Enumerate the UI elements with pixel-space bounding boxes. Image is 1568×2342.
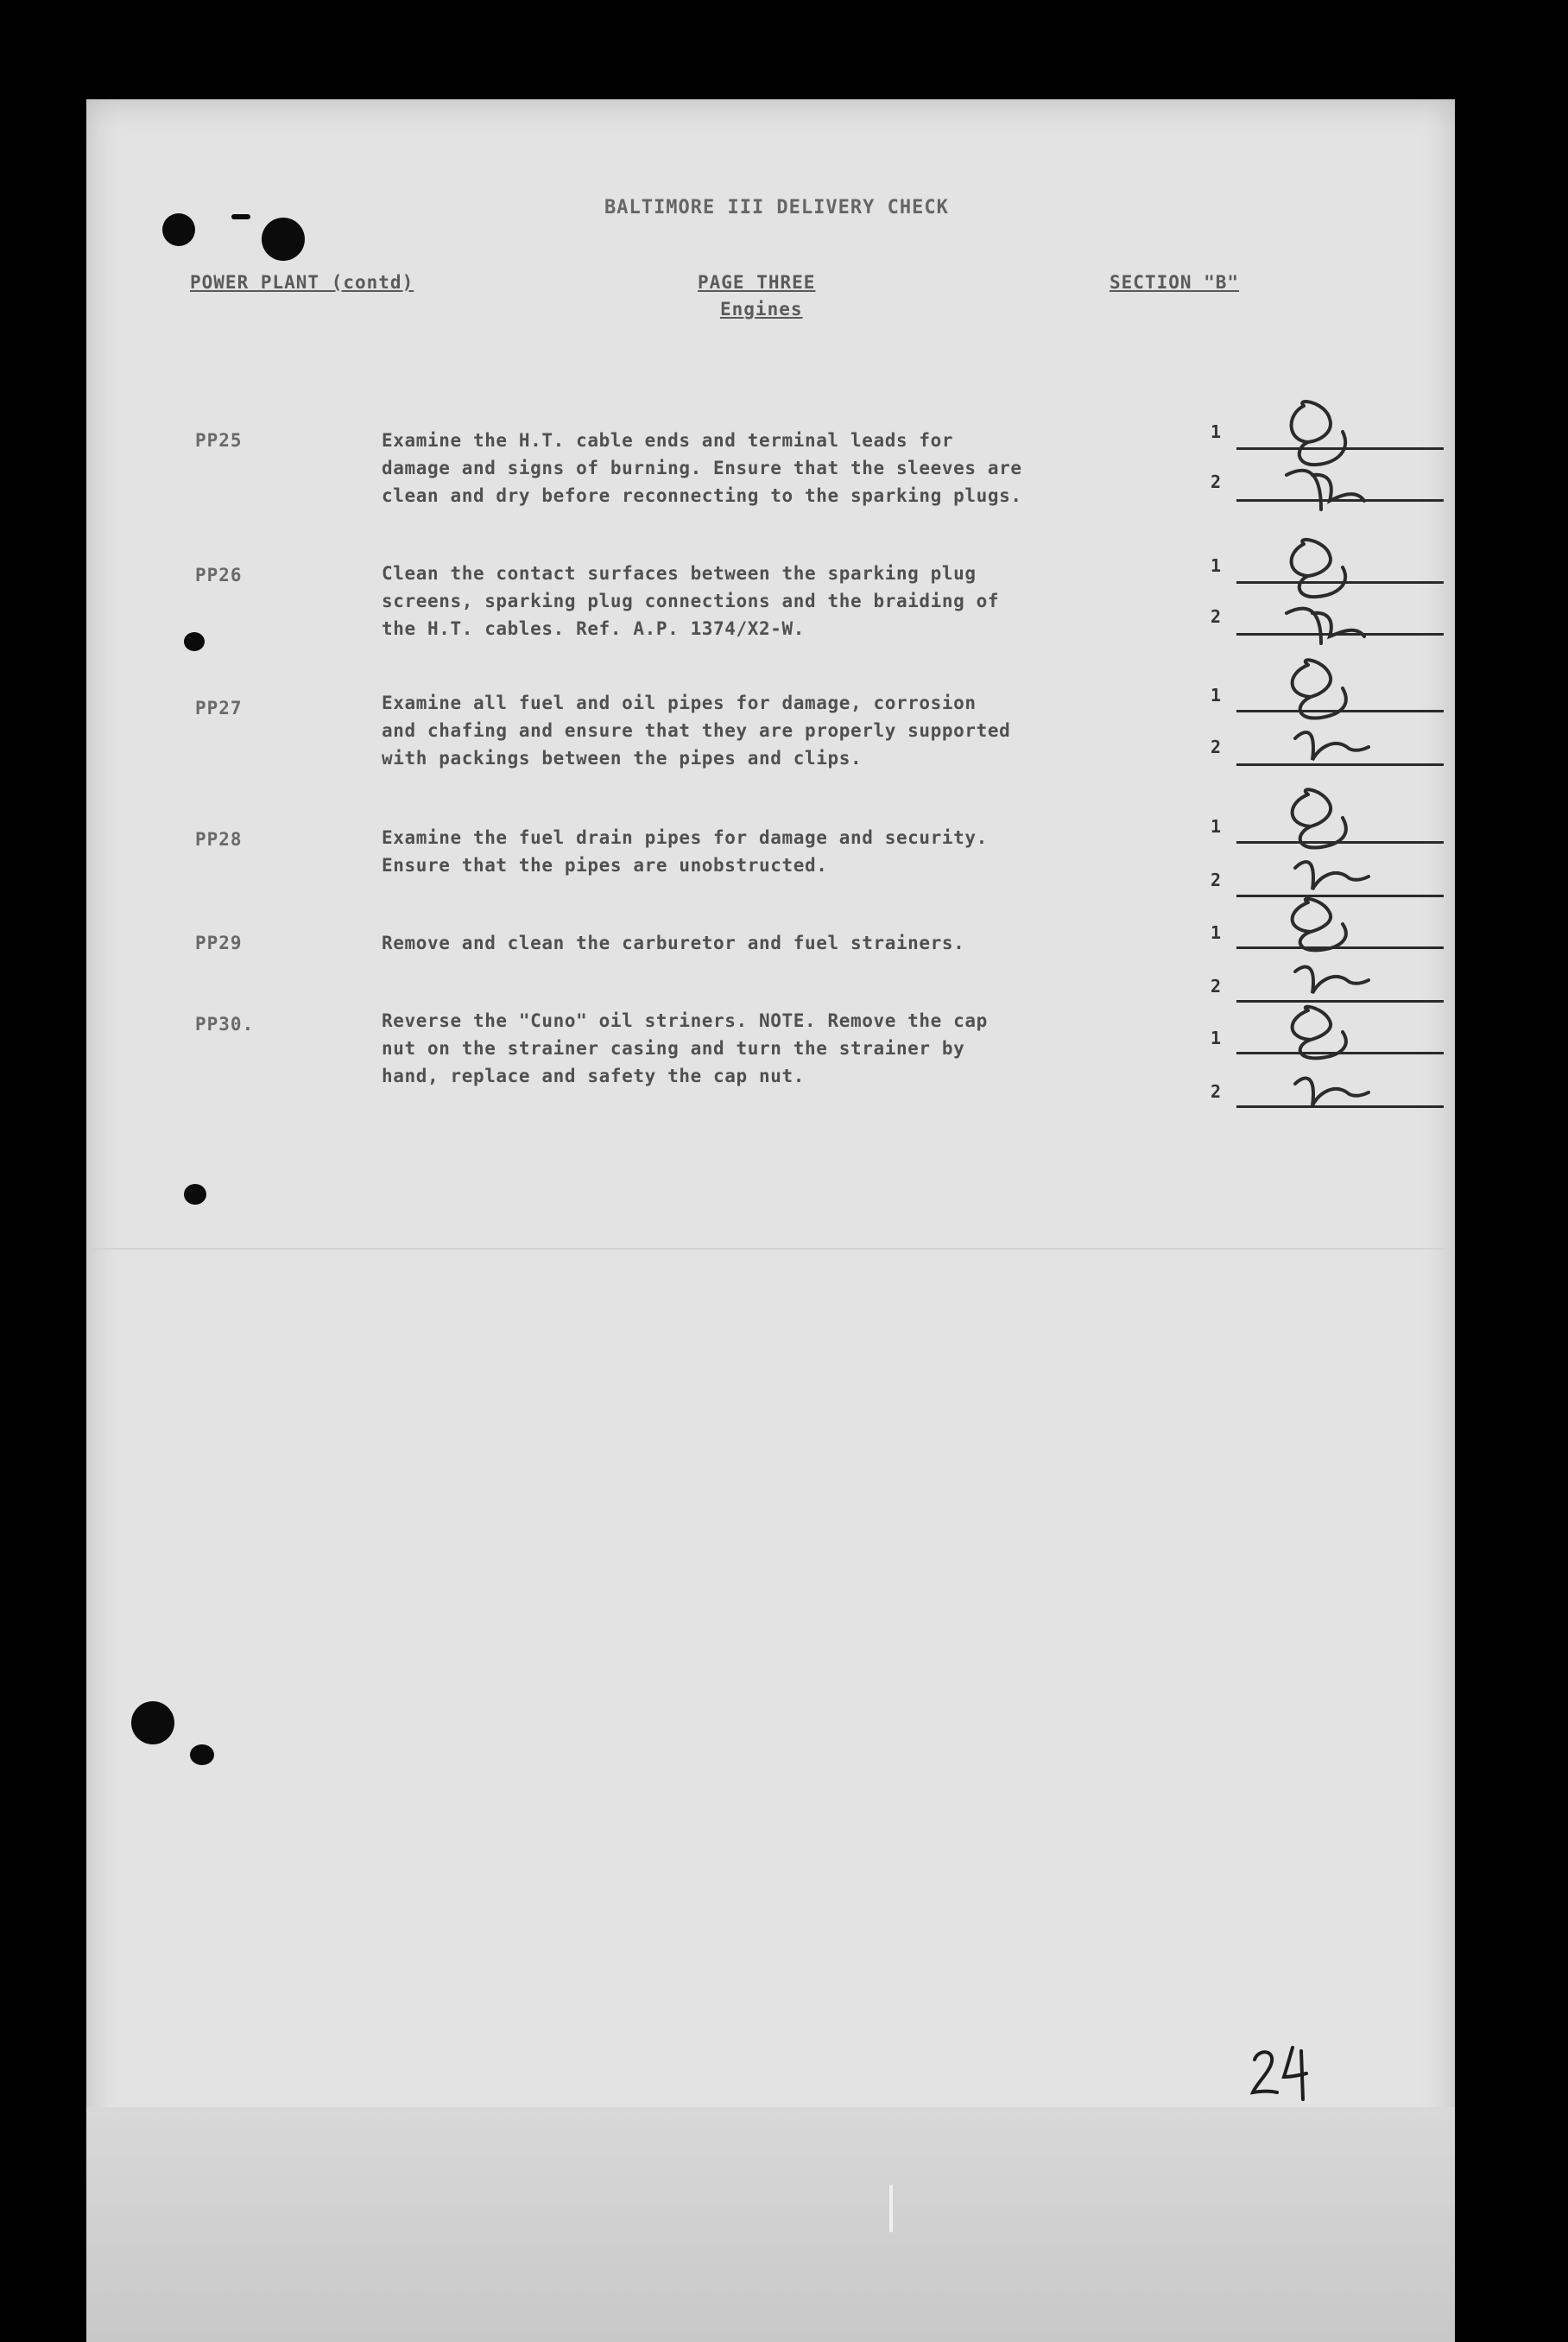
page-heading: PAGE THREE xyxy=(698,272,816,293)
section-left-heading: POWER PLANT (contd) xyxy=(190,272,414,293)
punch-hole xyxy=(131,1701,174,1744)
item-text: Examine all fuel and oil pipes for damage, corrosion and chafing and ensure that they are properly supported with packings between the pipes and clips. xyxy=(382,693,1011,769)
item-text: Examine the H.T. cable ends and terminal leads for damage and signs of burning. Ensure that the sleeves are clean and dry before reconnecting to the sparking plugs. xyxy=(382,430,1022,506)
check-number: 2 xyxy=(1211,976,1222,997)
punch-hole xyxy=(231,214,250,219)
punch-hole xyxy=(162,213,195,246)
initials-signature xyxy=(1269,643,1399,773)
item-text: Examine the fuel drain pipes for damage and security. Ensure that the pipes are unobstructed. xyxy=(382,827,988,876)
check-number: 2 xyxy=(1211,870,1222,890)
check-number: 1 xyxy=(1211,555,1222,576)
item-code: PP29 xyxy=(195,933,243,953)
fold-line xyxy=(86,1248,1455,1250)
page-number xyxy=(1248,2042,1317,2103)
scan-mark xyxy=(889,2185,893,2232)
item-code: PP25 xyxy=(195,430,243,451)
item-text: Reverse the "Cuno" oil striners. NOTE. Remove the cap nut on the strainer casing and turn the strainer by hand, replace and safety the cap nut. xyxy=(382,1010,988,1086)
check-number: 1 xyxy=(1211,421,1222,442)
check-number: 2 xyxy=(1211,472,1222,492)
punch-hole xyxy=(184,632,205,651)
item-text: Clean the contact surfaces between the sparking plug screens, sparking plug connections and the braiding of the H.T. cables. Ref. A.P. 1374/X2-W. xyxy=(382,563,1000,639)
item-code: PP28 xyxy=(195,829,243,850)
document-title: BALTIMORE III DELIVERY CHECK xyxy=(604,197,949,218)
check-number: 1 xyxy=(1211,1028,1222,1048)
check-number: 1 xyxy=(1211,922,1222,943)
item-code: PP26 xyxy=(195,565,243,586)
punch-hole xyxy=(190,1744,214,1765)
punch-hole xyxy=(184,1184,206,1205)
initials-signature xyxy=(1269,522,1399,652)
scan-shadow xyxy=(86,2107,1455,2342)
initials-signature xyxy=(1269,885,1399,997)
check-number: 1 xyxy=(1211,685,1222,706)
check-number: 2 xyxy=(1211,606,1222,627)
section-label: SECTION "B" xyxy=(1110,272,1240,293)
initials-signature xyxy=(1269,773,1399,902)
initials-signature xyxy=(1269,380,1399,518)
item-code: PP30. xyxy=(195,1014,255,1035)
item-code: PP27 xyxy=(195,698,243,718)
check-number: 2 xyxy=(1211,737,1222,757)
check-number: 2 xyxy=(1211,1081,1222,1102)
punch-hole xyxy=(262,218,305,261)
page-subheading: Engines xyxy=(720,299,803,320)
check-number: 1 xyxy=(1211,816,1222,837)
initials-signature xyxy=(1269,993,1399,1114)
item-text: Remove and clean the carburetor and fuel strainers. xyxy=(382,933,965,953)
